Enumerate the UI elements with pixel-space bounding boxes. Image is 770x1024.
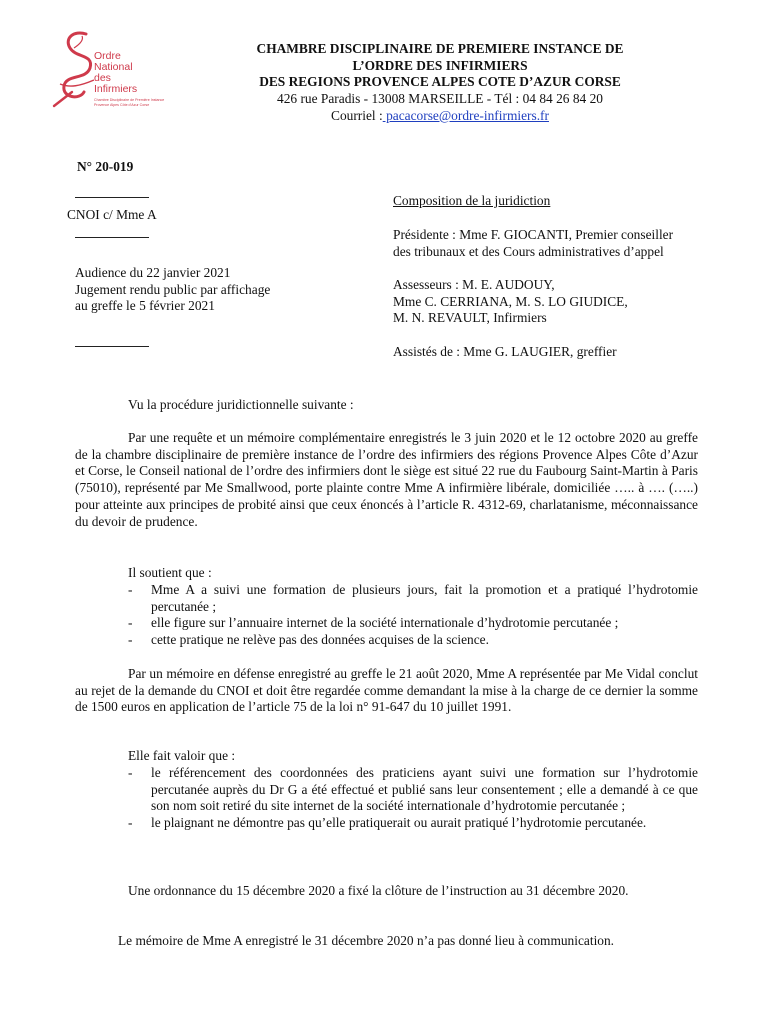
assesseurs-line-3: M. N. REVAULT, Infirmiers xyxy=(393,310,547,326)
paragraph-memoire: Le mémoire de Mme A enregistré le 31 décembre 2020 n’a pas donné lieu à communication. xyxy=(118,933,615,948)
assesseurs-line-2: Mme C. CERRIANA, M. S. LO GIUDICE, xyxy=(393,293,628,309)
header-courriel xyxy=(190,108,690,125)
assesseurs-block xyxy=(393,277,733,327)
paragraph-ordonnance: Une ordonnance du 15 décembre 2020 a fixé la clôture de l’instruction au 31 décembre 2020. xyxy=(128,883,629,898)
list-item-text: le plaignant ne démontre pas qu’elle pratiquerait ou aurait pratiqué l’hydrotomie percutanée. xyxy=(151,815,647,831)
ordre-infirmiers-logo xyxy=(50,28,180,128)
logo-subtitle-2: Provence Alpes Côte d'Azur Corse xyxy=(94,103,150,107)
courriel-email-link[interactable]: pacacorse@ordre-infirmiers.fr xyxy=(382,107,549,123)
paragraph-defense: Par un mémoire en défense enregistré au greffe le 21 août 2020, Mme A représentée par Me Vidal conclut au rejet de la demande du CNOI et doit être regardée comme demandant la mise à la charge de ce dernier la somme de 1500 euros en application de l’article 75 de la loi n° 91-647 du 10 juillet 1991. xyxy=(75,666,698,715)
list-item-text: Mme A a suivi une formation de plusieurs jours, fait la promotion et a pratiqué l’hydrotomie percutanée ; xyxy=(151,582,698,614)
document-number: N° 20-019 xyxy=(77,159,134,174)
logo-text-infirmiers: Infirmiers xyxy=(94,83,138,95)
audience-block xyxy=(75,265,325,315)
soutient-heading: Il soutient que : xyxy=(128,565,212,580)
header-line-2: L’ORDRE DES INFIRMIERS xyxy=(352,57,528,73)
valoir-heading: Elle fait valoir que : xyxy=(128,748,236,763)
audience-date: Audience du 22 janvier 2021 xyxy=(75,265,231,280)
list-item: - le référencement des coordonnées des praticiens ayant suivi une formation sur l’hydrotomie percutanée auprès du Dr G a été effectué et publié sans leur consentement ; elle a demandé à ce que son nom soit retiré du site internet de la société internationale d’hydrotomie percutanée ; xyxy=(128,765,698,814)
letterhead xyxy=(190,41,690,125)
list-item: - elle figure sur l’annuaire internet de la société internationale d’hydrotomie percutanée ; xyxy=(128,615,619,631)
logo-text-national: National xyxy=(94,61,133,73)
courriel-label: Courriel : xyxy=(331,107,383,123)
logo-subtitle-1: Chambre Disciplinaire de Première Instance xyxy=(94,98,165,102)
composition-title xyxy=(393,193,733,210)
divider-2 xyxy=(75,237,149,238)
assistes-line: Assistés de : Mme G. LAUGIER, greffier xyxy=(393,344,617,359)
list-item: - Mme A a suivi une formation de plusieurs jours, fait la promotion et a pratiqué l’hydrotomie percutanée ; xyxy=(128,582,698,614)
list-item-text: elle figure sur l’annuaire internet de la société internationale d’hydrotomie percutanée ; xyxy=(151,615,619,631)
presidente-line-1: Présidente : Mme F. GIOCANTI, Premier conseiller xyxy=(393,227,674,242)
composition-title-text: Composition de la juridiction xyxy=(393,193,551,208)
list-item: - le plaignant ne démontre pas qu’elle pratiquerait ou aurait pratiqué l’hydrotomie percutanée. xyxy=(128,815,647,831)
case-title: CNOI c/ Mme A xyxy=(67,207,157,222)
list-item-text: le référencement des coordonnées des praticiens ayant suivi une formation sur l’hydrotomie percutanée auprès du Dr G a été effectué et publié sans leur consentement ; elle a demandé à ce que son nom soit retiré du site internet de la société internationale d’hydrotomie percutanée ; xyxy=(151,765,698,814)
paragraph-requete: Par une requête et un mémoire complémentaire enregistrés le 3 juin 2020 et le 12 octobre 2020 au greffe de la chambre disciplinaire de première instance de l’ordre des infirmiers des régions Provence Alpes Côte d’Azur et Corse, le Conseil national de l’ordre des infirmiers dont le siège est situé 22 rue du Faubourg Saint-Martin à Paris (75010), représenté par Me Smallwood, porte plainte contre Mme A infirmière libérale, domiciliée ….. à …. (…..) pour atteinte aux principes de probité ainsi que ceux énoncés à l’article R. 4312-69, charlatanisme, méconnaissance du devoir de prudence. xyxy=(75,430,698,529)
header-line-1: CHAMBRE DISCIPLINAIRE DE PREMIERE INSTANCE DE xyxy=(256,41,624,56)
logo-text-ordre: Ordre xyxy=(94,50,121,62)
presidente-line-2: des tribunaux et des Cours administratives d’appel xyxy=(393,243,664,259)
list-item-text: cette pratique ne relève pas des données acquises de la science. xyxy=(151,632,489,648)
divider-1 xyxy=(75,197,149,198)
header-line-3: DES REGIONS PROVENCE ALPES COTE D’AZUR CORSE xyxy=(259,74,621,90)
soutient-list xyxy=(128,582,698,649)
audience-greffe: au greffe le 5 février 2021 xyxy=(75,298,215,314)
vu-procedure: Vu la procédure juridictionnelle suivante : xyxy=(128,397,354,412)
list-item: - cette pratique ne relève pas des données acquises de la science. xyxy=(128,632,489,648)
header-address: 426 rue Paradis - 13008 MARSEILLE - Tél : 04 84 26 84 20 xyxy=(277,91,603,107)
assesseurs-line-1: Assesseurs : M. E. AUDOUY, xyxy=(393,277,555,292)
presidente-block xyxy=(393,227,733,260)
valoir-list xyxy=(128,765,698,832)
logo-text-des: des xyxy=(94,72,111,84)
audience-jugement: Jugement rendu public par affichage xyxy=(75,281,271,297)
divider-3 xyxy=(75,346,149,347)
